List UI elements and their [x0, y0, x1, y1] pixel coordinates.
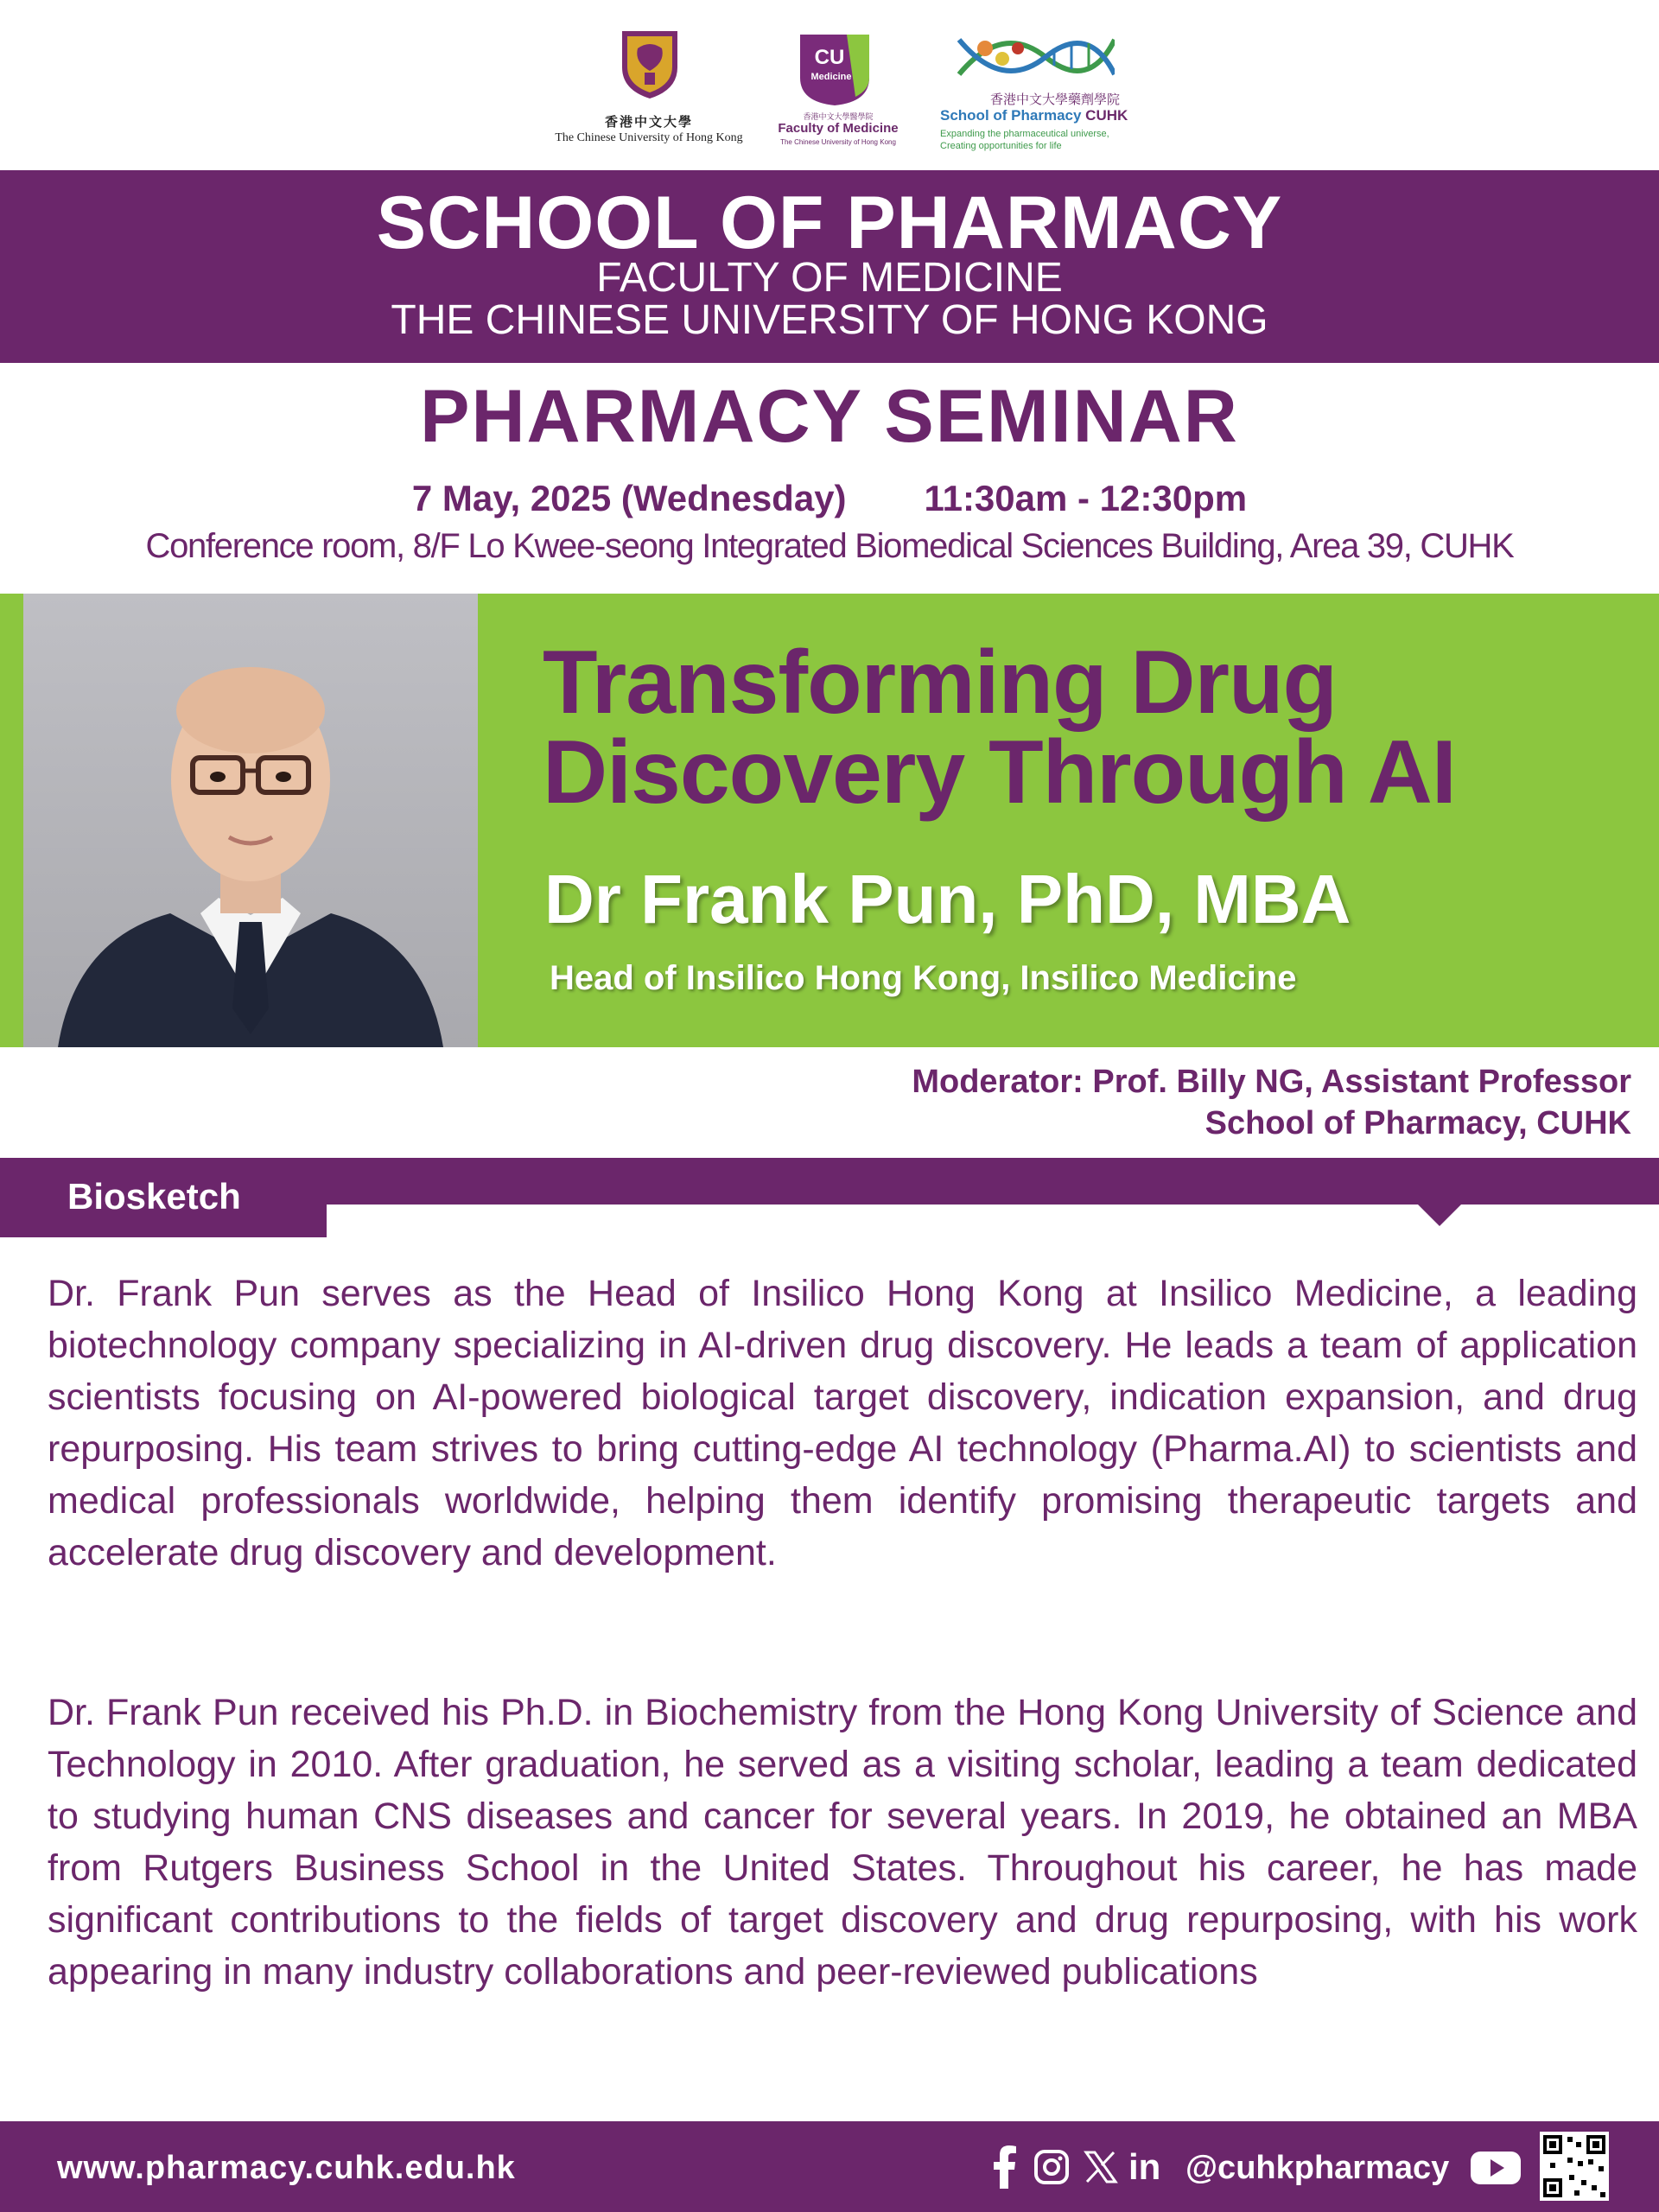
speaker-role: Head of Insilico Hong Kong, Insilico Medicine	[550, 959, 1297, 997]
x-icon[interactable]	[1084, 2145, 1118, 2189]
youtube-icon[interactable]	[1469, 2145, 1522, 2189]
biosketch-pointer-icon	[1417, 1204, 1462, 1226]
faculty-title: FACULTY OF MEDICINE	[596, 255, 1063, 301]
pharmacy-name-part: School of Pharmacy	[940, 107, 1082, 124]
talk-title-line1: Transforming Drug	[543, 632, 1338, 733]
event-time: 11:30am - 12:30pm	[924, 478, 1248, 518]
speaker-photo	[23, 594, 478, 1047]
linkedin-icon[interactable]: in	[1128, 2146, 1161, 2187]
seminar-title: PHARMACY SEMINAR	[420, 375, 1239, 458]
pharmacy-english-name	[940, 107, 1139, 124]
instagram-icon[interactable]	[1033, 2145, 1070, 2189]
footer	[0, 2121, 1659, 2212]
biosketch-paragraph-2: Dr. Frank Pun received his Ph.D. in Biochemistry from the Hong Kong University of Science and Technology in 2010. After graduation, he served as a visiting scholar, leading a team dedicated to studying human CNS diseases and cancer for several years. In 2019, he obtained an MBA from Rutgers Business School in the United States. Throughout his career, he has made significant contributions to the fields of target discovery and drug repurposing, with his work appearing in many industry collaborations and peer-reviewed publications	[48, 1692, 1637, 1993]
school-of-pharmacy-logo	[933, 17, 1132, 156]
medicine-english-name: Faculty of Medicine	[778, 121, 899, 136]
event-date: 7 May, 2025 (Wednesday)	[411, 478, 847, 518]
header-band	[0, 170, 1659, 363]
pharmacy-cuhk-part: CUHK	[1085, 107, 1128, 124]
cuhk-crest-icon	[619, 28, 681, 100]
qr-code[interactable]	[1540, 2132, 1609, 2201]
svg-text:Medicine: Medicine	[810, 72, 852, 82]
dna-helix-icon	[950, 22, 1115, 92]
medicine-sub-name: The Chinese University of Hong Kong	[780, 138, 896, 146]
talk-title-line2: Discovery Through AI	[543, 722, 1456, 823]
pharmacy-chinese-name: 香港中文大學藥劑學院	[989, 92, 1120, 107]
pharmacy-tagline	[940, 128, 1139, 152]
biosketch-paragraph-1: Dr. Frank Pun serves as the Head of Insilico Hong Kong at Insilico Medicine, a leading biotechnology company specializing in AI-driven drug discovery. He leads a team of application scientists focusing on AI-powered biological target discovery, indication expansion, and drug repurposing. His team strives to bring cutting-edge AI technology (Pharma.AI) to scientists and medical professionals worldwide, helping them identify promising therapeutic targets and accelerate drug discovery and development.	[48, 1273, 1637, 1573]
cuhk-english-name: The Chinese University of Hong Kong	[555, 131, 743, 144]
moderator-line1: Moderator: Prof. Billy NG, Assistant Professor	[912, 1064, 1631, 1100]
pharmacy-tagline-line2: Creating opportunities for life	[940, 141, 1062, 151]
medicine-chinese-name: 香港中文大學醫學院	[803, 112, 874, 121]
cuhk-logo	[541, 17, 757, 156]
university-title: THE CHINESE UNIVERSITY OF HONG KONG	[391, 297, 1268, 343]
facebook-icon[interactable]	[992, 2145, 1018, 2189]
talk-title	[543, 632, 1614, 823]
website-link[interactable]: www.pharmacy.cuhk.edu.hk	[57, 2150, 516, 2186]
speaker-portrait-image	[23, 594, 478, 1047]
moderator-info	[594, 1061, 1631, 1144]
cu-medicine-badge-icon	[795, 29, 874, 107]
event-venue: Conference room, 8/F Lo Kwee-seong Integrated Biomedical Sciences Building, Area 39, CUHK	[145, 527, 1514, 565]
svg-text:CU: CU	[814, 46, 845, 69]
logo-row	[0, 17, 1659, 156]
moderator-line2: School of Pharmacy, CUHK	[1205, 1105, 1631, 1141]
pharmacy-tagline-line1: Expanding the pharmaceutical universe,	[940, 129, 1109, 139]
biosketch-heading: Biosketch	[67, 1176, 241, 1217]
social-handle[interactable]: @cuhkpharmacy	[1185, 2150, 1450, 2186]
speaker-name: Dr Frank Pun, PhD, MBA	[544, 861, 1351, 938]
event-datetime	[0, 474, 1659, 523]
school-title: SCHOOL OF PHARMACY	[376, 181, 1283, 264]
cuhk-chinese-name: 香港中文大學	[604, 114, 693, 130]
faculty-of-medicine-logo	[778, 17, 899, 156]
